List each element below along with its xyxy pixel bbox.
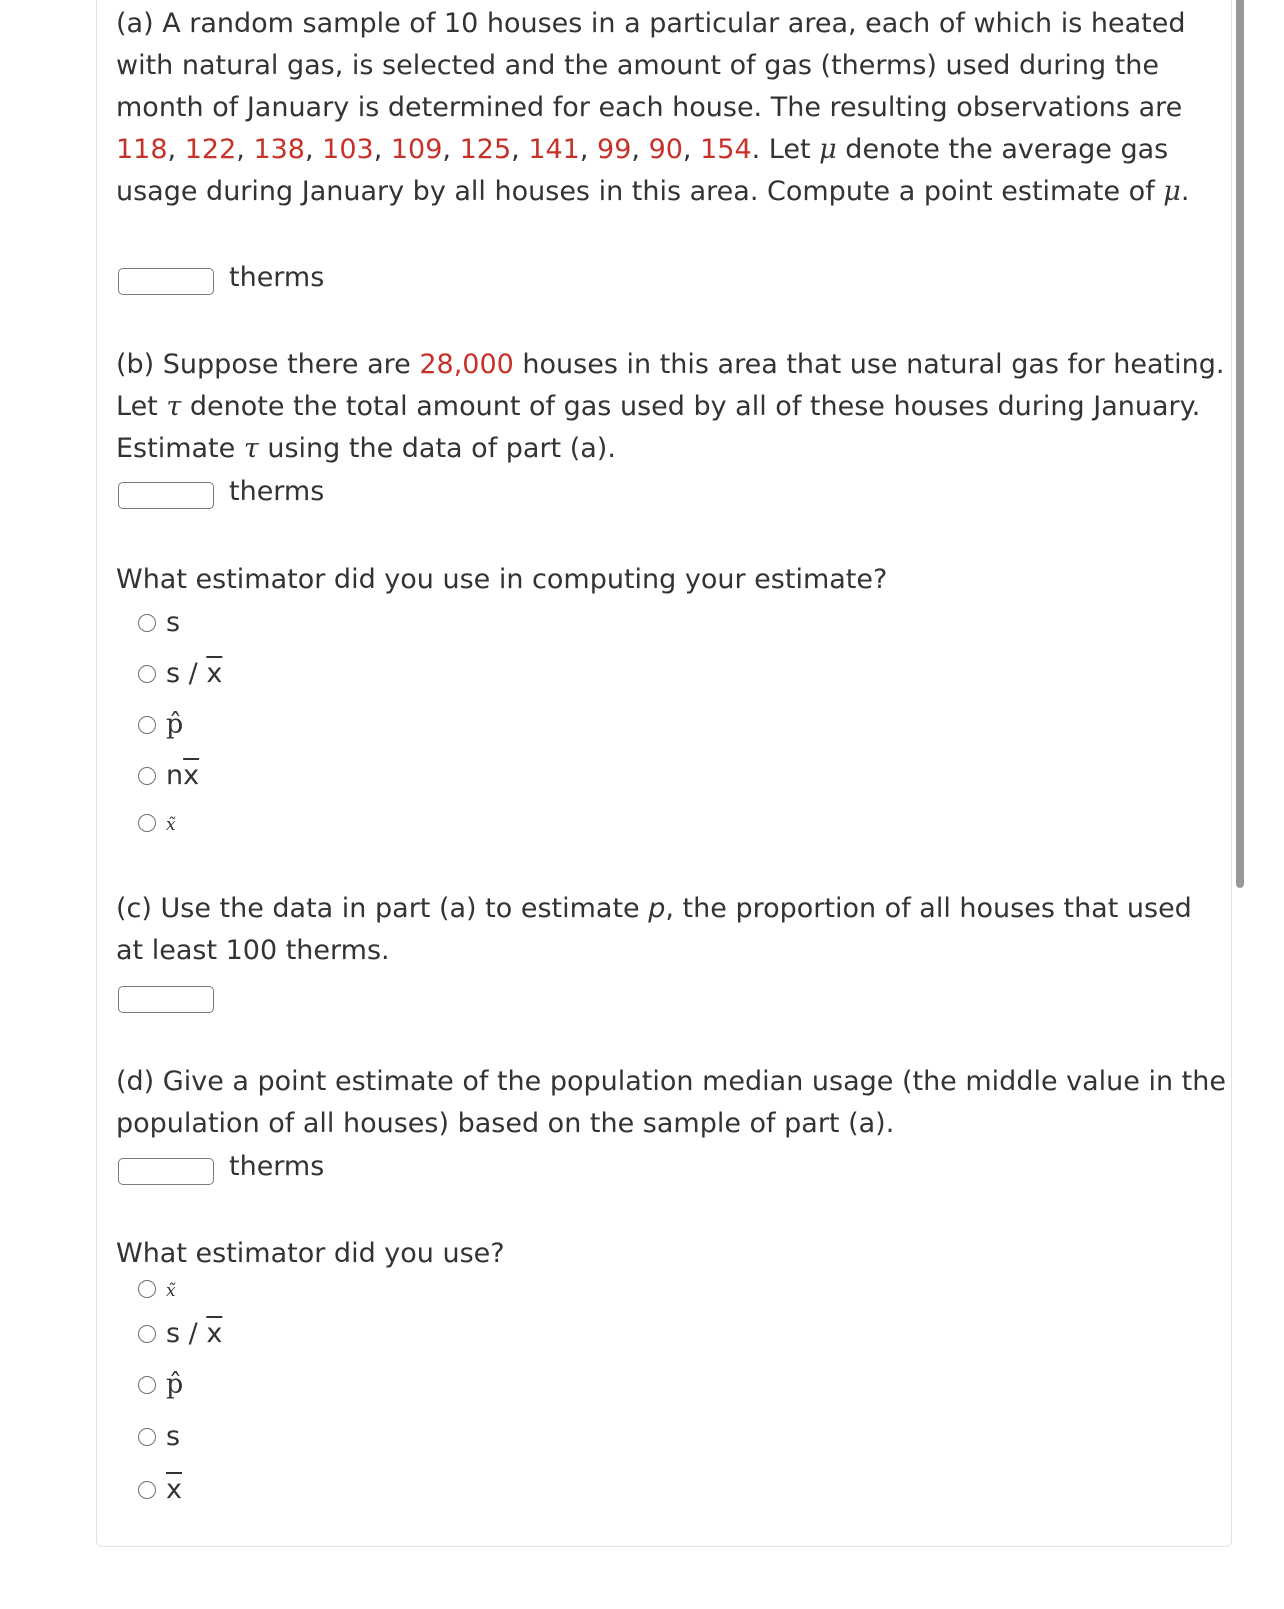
radio-button[interactable] [138,1280,156,1298]
part-a-answer-input[interactable] [118,268,214,295]
part-b-option-n-xbar[interactable] [138,761,199,791]
part-d-estimator-question: What estimator did you use? [116,1238,505,1269]
part-d-option-p-hat[interactable] [138,1370,183,1400]
option-label: $n\overline{x}$ [166,760,200,791]
radio-button[interactable] [138,767,156,785]
part-c-answer-input[interactable] [118,986,214,1013]
observation: 125 [459,134,512,165]
part-d-option-s[interactable] [138,1422,180,1452]
part-d-option-x-tilde[interactable] [138,1274,176,1304]
observation: 103 [322,134,374,165]
radio-button[interactable] [138,716,156,734]
observation: 90 [648,134,683,165]
option-label: s / $\overline{x}$ [166,1318,223,1349]
radio-button[interactable] [138,814,156,832]
radio-button[interactable] [138,1481,156,1499]
observation: 141 [528,134,580,165]
option-label: s [166,607,181,638]
radio-button[interactable] [138,1428,156,1446]
part-b-option-s-over-xbar[interactable] [138,659,222,689]
option-label: p̂ [166,709,184,740]
part-b-option-p-hat[interactable] [138,710,183,740]
tau-symbol: τ [166,391,182,422]
observation: 109 [390,134,443,165]
radio-button[interactable] [138,665,156,683]
part-a-unit: therms [229,262,325,293]
mu-symbol: μ [1163,176,1181,207]
part-b-answer-input[interactable] [118,482,214,509]
tau-symbol: τ [243,433,259,464]
option-label: x̃ [166,1281,176,1301]
house-count: 28,000 [419,349,514,380]
observation: 154 [700,134,752,165]
part-d-option-x-bar[interactable] [138,1475,182,1505]
option-label: x̃ [166,815,176,835]
option-label: s [166,1421,181,1452]
observation: 118 [116,134,168,165]
part-c-prompt: (c) Use the data in part (a) to estimate p, the proportion of all houses that used at least 100 therms. [116,893,1192,966]
observation: 138 [253,134,305,165]
radio-button[interactable] [138,1376,156,1394]
part-d-unit: therms [229,1151,325,1182]
mu-symbol: μ [819,134,837,165]
option-label: s / $\overline{x}$ [166,658,223,689]
part-b-prompt: (b) Suppose there are 28,000 houses in this area that use natural gas for heating. Let τ denote the total amount of gas used by all of these houses during January. Estimate τ using the data of part (a). [116,349,1225,464]
part-b-option-s[interactable] [138,608,180,638]
part-d-prompt: (d) Give a point estimate of the population median usage (the middle value in the population of all houses) based on the sample of part (a). [116,1066,1226,1139]
part-d-answer-input[interactable] [118,1158,214,1185]
radio-button[interactable] [138,1325,156,1343]
radio-button[interactable] [138,614,156,632]
question-panel [96,0,1232,1547]
part-d-option-s-over-xbar[interactable] [138,1319,222,1349]
part-a-prompt: (a) A random sample of 10 houses in a particular area, each of which is heated with natural gas, is selected and the amount of gas (therms) used during the month of January is determined for each house. The resulting observations are 118, 122, 138, 103, 109, 125, 141, 99, 90, 154. Let μ denote the average gas usage during January by all houses in this area. Compute a point estimate of μ. [116,8,1190,207]
scrollbar[interactable] [1236,0,1244,888]
observation: 122 [184,134,237,165]
p-symbol: p [648,893,666,924]
part-b-option-x-tilde[interactable] [138,808,176,838]
option-label: $\overline{x}$ [166,1474,182,1505]
part-b-unit: therms [229,476,325,507]
option-label: p̂ [166,1369,184,1400]
observation: 99 [597,134,632,165]
part-b-estimator-question: What estimator did you use in computing your estimate? [116,564,888,595]
